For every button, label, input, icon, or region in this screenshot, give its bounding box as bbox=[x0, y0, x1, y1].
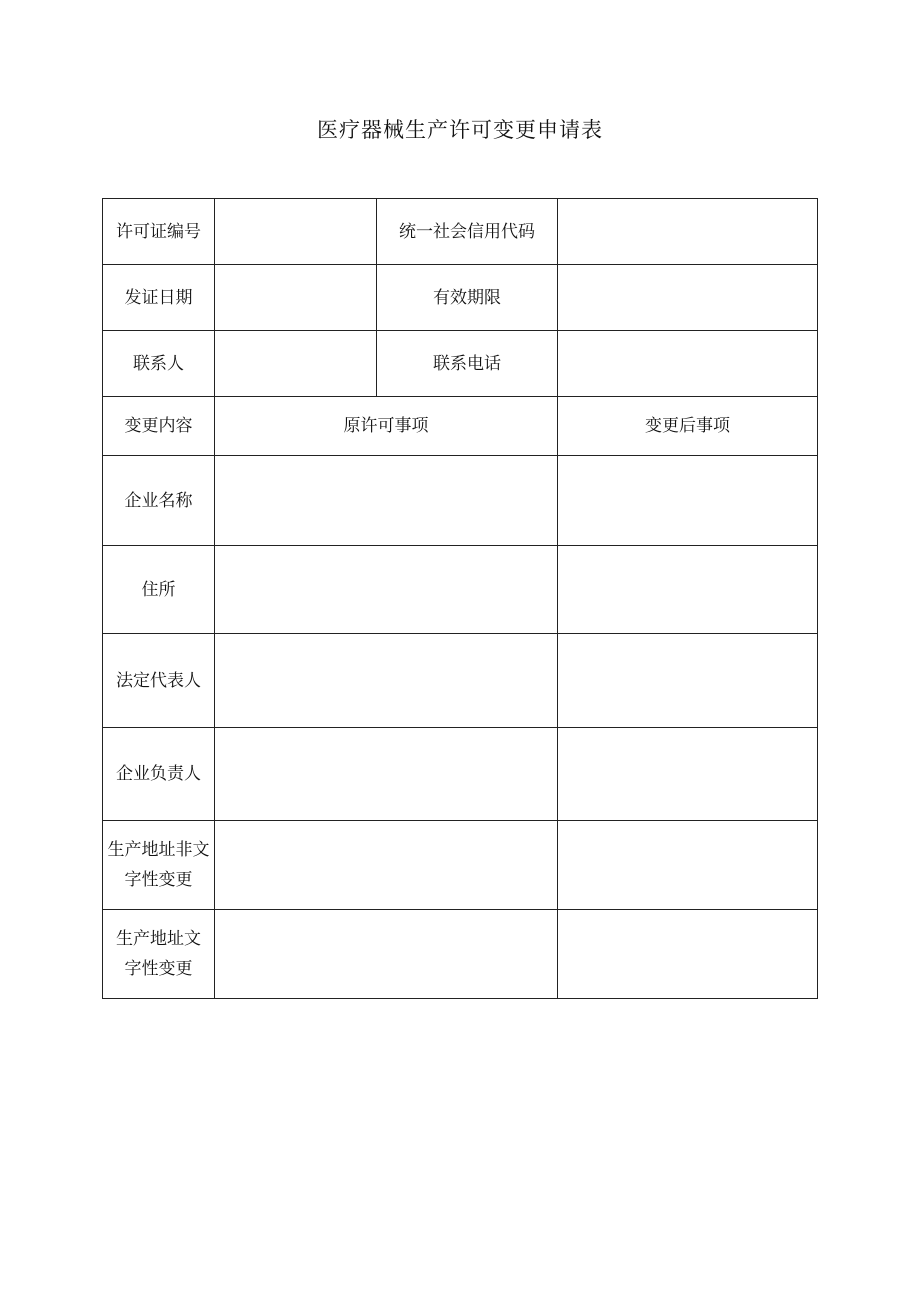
legal-representative-label: 法定代表人 bbox=[103, 634, 215, 728]
application-form-table bbox=[102, 198, 818, 999]
credit-code-field[interactable] bbox=[558, 199, 818, 265]
validity-period-field[interactable] bbox=[558, 265, 818, 331]
person-in-charge-original-field[interactable] bbox=[215, 728, 558, 821]
change-row-address-text bbox=[103, 910, 818, 999]
license-number-label: 许可证编号 bbox=[103, 199, 215, 265]
validity-period-label: 有效期限 bbox=[377, 265, 558, 331]
company-name-new-field[interactable] bbox=[558, 456, 818, 546]
issue-date-label: 发证日期 bbox=[103, 265, 215, 331]
change-row-address-nontext bbox=[103, 821, 818, 910]
address-textual-new-field[interactable] bbox=[558, 910, 818, 999]
person-in-charge-new-field[interactable] bbox=[558, 728, 818, 821]
address-nontextual-change-label: 生产地址非文字性变更 bbox=[103, 821, 215, 910]
changed-items-header: 变更后事项 bbox=[558, 397, 818, 456]
change-row-legal-rep bbox=[103, 634, 818, 728]
address-textual-change-label: 生产地址文字性变更 bbox=[103, 910, 215, 999]
issue-date-row bbox=[103, 265, 818, 331]
legal-representative-new-field[interactable] bbox=[558, 634, 818, 728]
company-name-original-field[interactable] bbox=[215, 456, 558, 546]
change-header-row bbox=[103, 397, 818, 456]
credit-code-label: 统一社会信用代码 bbox=[377, 199, 558, 265]
issue-date-field[interactable] bbox=[215, 265, 377, 331]
contact-person-field[interactable] bbox=[215, 331, 377, 397]
change-row-domicile bbox=[103, 546, 818, 634]
contact-phone-label: 联系电话 bbox=[377, 331, 558, 397]
change-content-header: 变更内容 bbox=[103, 397, 215, 456]
person-in-charge-label: 企业负责人 bbox=[103, 728, 215, 821]
address-nontextual-original-field[interactable] bbox=[215, 821, 558, 910]
original-items-header: 原许可事项 bbox=[215, 397, 558, 456]
contact-row bbox=[103, 331, 818, 397]
company-name-label: 企业名称 bbox=[103, 456, 215, 546]
change-row-company-name bbox=[103, 456, 818, 546]
legal-representative-original-field[interactable] bbox=[215, 634, 558, 728]
domicile-new-field[interactable] bbox=[558, 546, 818, 634]
contact-person-label: 联系人 bbox=[103, 331, 215, 397]
domicile-original-field[interactable] bbox=[215, 546, 558, 634]
address-textual-original-field[interactable] bbox=[215, 910, 558, 999]
change-row-person-in-charge bbox=[103, 728, 818, 821]
contact-phone-field[interactable] bbox=[558, 331, 818, 397]
license-number-row bbox=[103, 199, 818, 265]
form-title: 医疗器械生产许可变更申请表 bbox=[317, 118, 603, 142]
domicile-label: 住所 bbox=[103, 546, 215, 634]
license-number-field[interactable] bbox=[215, 199, 377, 265]
address-nontextual-new-field[interactable] bbox=[558, 821, 818, 910]
